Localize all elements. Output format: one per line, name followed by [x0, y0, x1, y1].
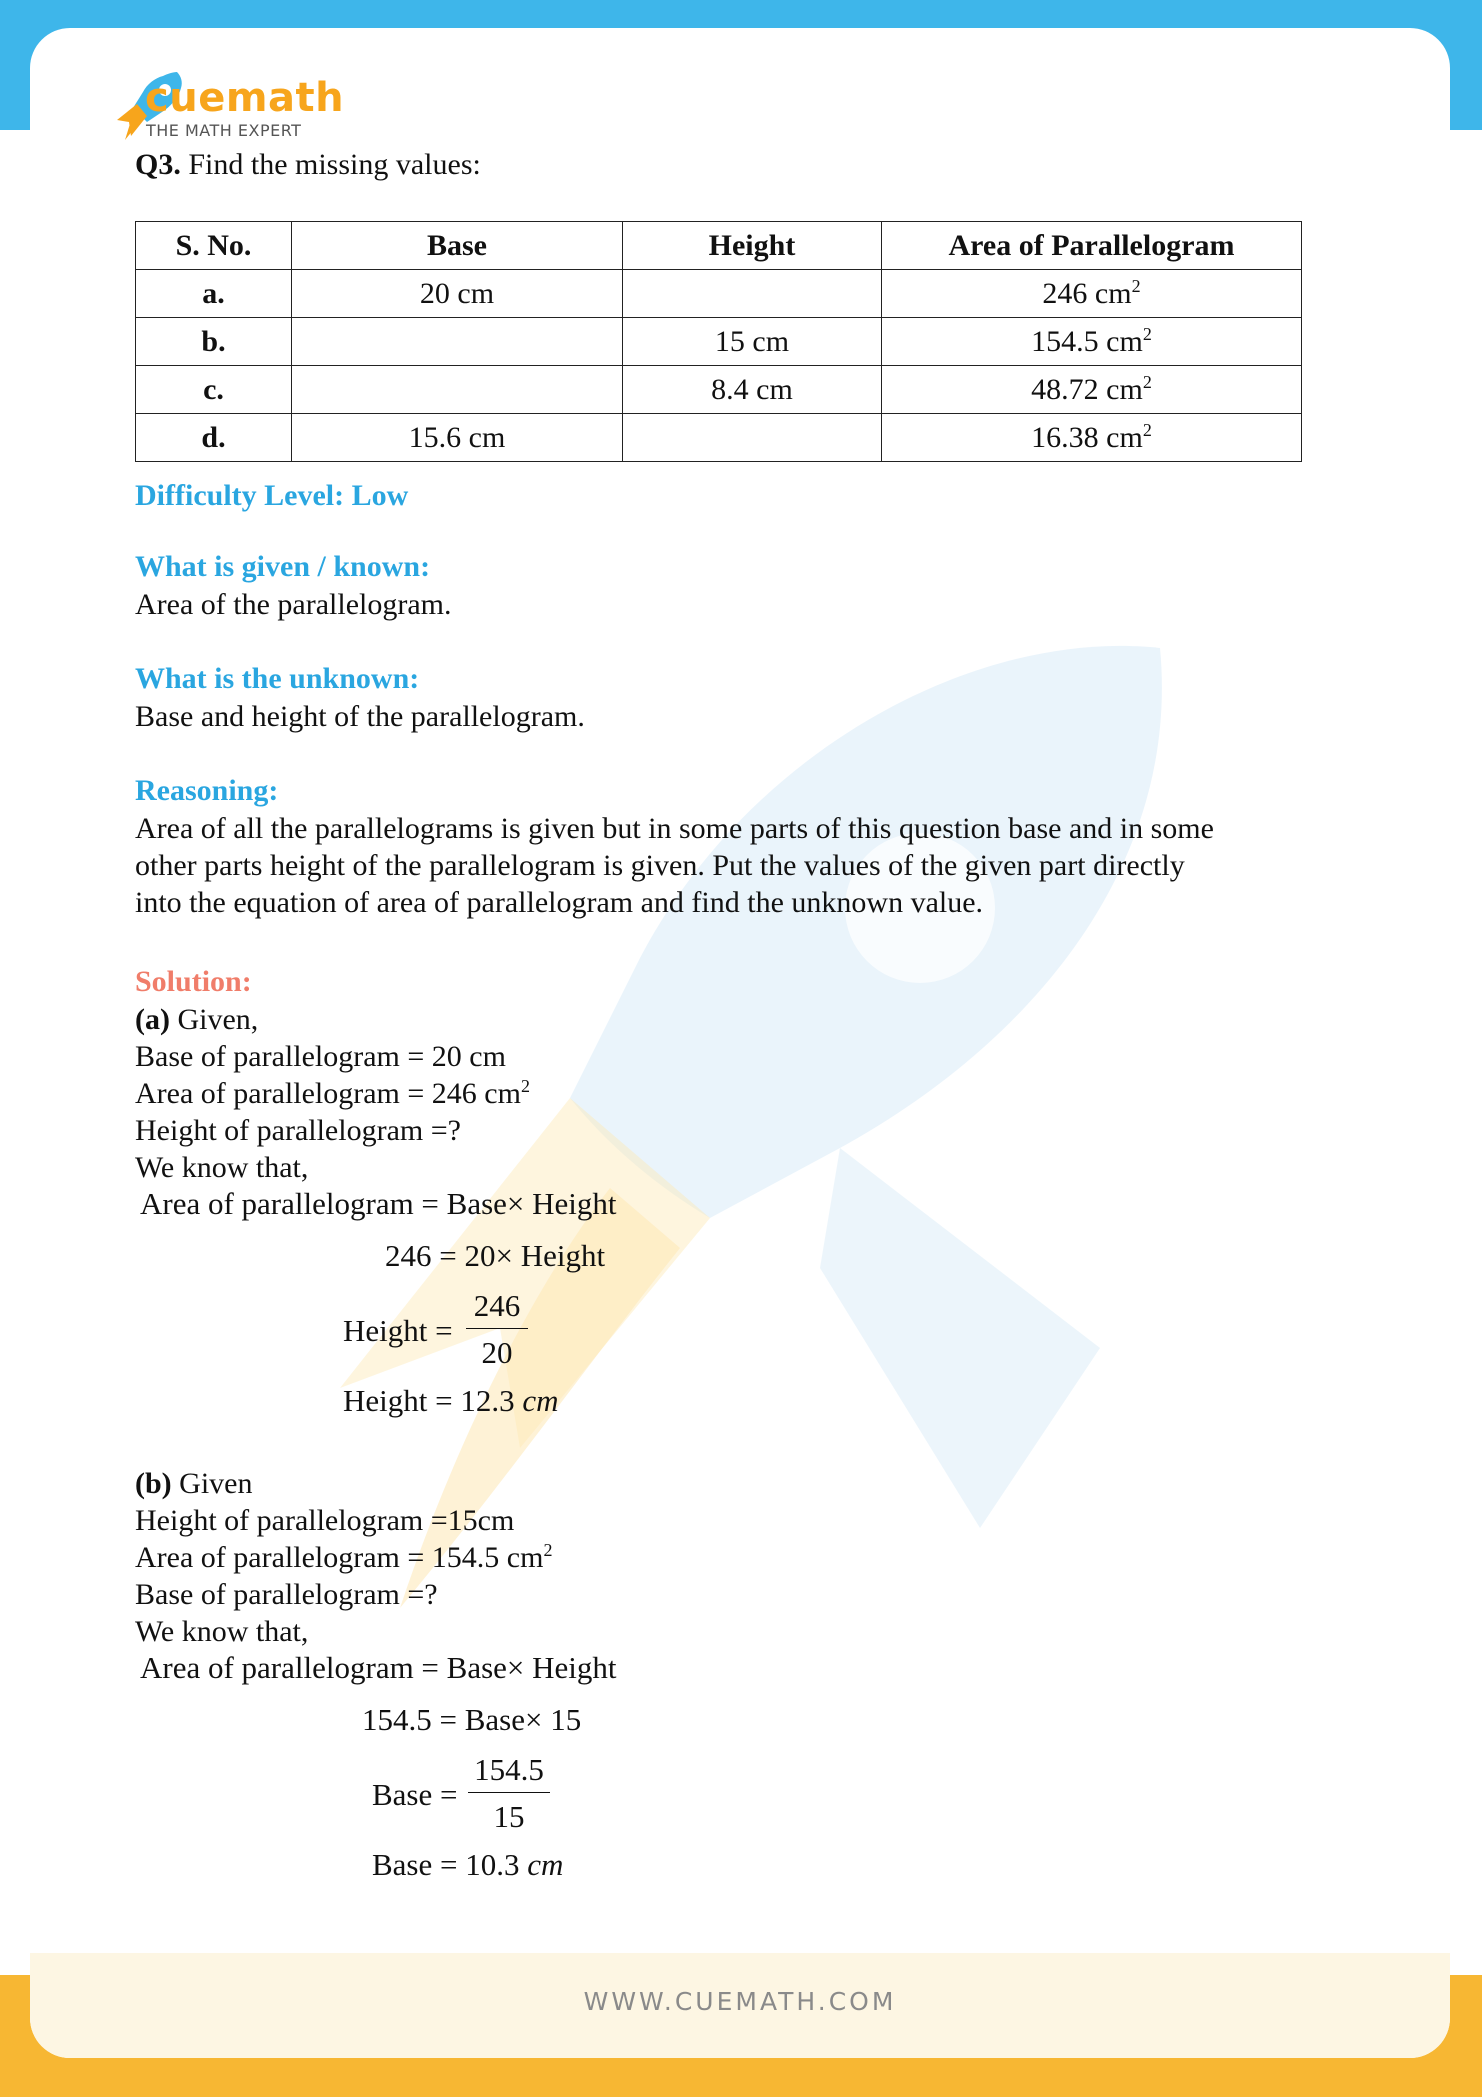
table-row	[136, 414, 1302, 462]
area-value: 154.5 cm	[1031, 324, 1143, 358]
header-height: Height	[623, 222, 882, 270]
table-row	[136, 366, 1302, 414]
part-a-line-2	[135, 1077, 530, 1111]
part-a-denominator: 20	[481, 1335, 513, 1370]
cell-height: 8.4 cm	[623, 366, 882, 414]
part-b-line-2	[135, 1541, 552, 1575]
area-value: 16.38 cm	[1031, 420, 1143, 454]
part-a-area-text: Area of parallelogram = 246 cm	[135, 1077, 521, 1110]
part-a-result	[343, 1383, 559, 1419]
cell-sno: a.	[136, 270, 292, 318]
area-exponent: 2	[1131, 275, 1141, 296]
table-row	[136, 318, 1302, 366]
cell-height	[623, 414, 882, 462]
area-exponent: 2	[1142, 371, 1152, 392]
part-a-given: Given,	[169, 1003, 259, 1036]
unknown-text: Base and height of the parallelogram.	[135, 700, 585, 733]
cell-area	[882, 318, 1302, 366]
part-b-area-exponent: 2	[543, 1540, 553, 1560]
cell-height	[623, 270, 882, 318]
cell-area	[882, 270, 1302, 318]
cell-sno: d.	[136, 414, 292, 462]
part-b-fraction	[468, 1752, 550, 1835]
part-a-line-4: We know that,	[135, 1151, 309, 1184]
area-value: 48.72 cm	[1031, 372, 1143, 406]
part-b-result-unit: cm	[527, 1847, 564, 1882]
area-exponent: 2	[1142, 419, 1152, 440]
unknown-heading: What is the unknown:	[135, 662, 420, 695]
cell-area	[882, 414, 1302, 462]
header-area: Area of Parallelogram	[882, 222, 1302, 270]
part-a-step-1: 246 = 20× Height	[385, 1238, 606, 1273]
cell-base: 15.6 cm	[292, 414, 623, 462]
cell-sno: c.	[136, 366, 292, 414]
question-line	[135, 148, 481, 182]
part-b-formula: Area of parallelogram = Base× Height	[140, 1650, 617, 1685]
cell-base	[292, 366, 623, 414]
brand-name[interactable]: cuemath	[145, 75, 345, 121]
header-base: Base	[292, 222, 623, 270]
reasoning-line-1: Area of all the parallelograms is given but in some parts of this question base and in some	[135, 812, 1214, 845]
reasoning-heading: Reasoning:	[135, 774, 279, 807]
footer-url[interactable]: WWW.CUEMATH.COM	[583, 1987, 897, 2016]
part-b-line-4: We know that,	[135, 1615, 309, 1648]
reasoning-line-3: into the equation of area of parallelogram and find the unknown value.	[135, 886, 984, 919]
cell-height: 15 cm	[623, 318, 882, 366]
part-a-intro	[135, 1003, 258, 1037]
cell-base: 20 cm	[292, 270, 623, 318]
given-text: Area of the parallelogram.	[135, 588, 452, 621]
area-value: 246 cm	[1042, 276, 1132, 310]
part-b-line-3: Base of parallelogram =?	[135, 1578, 438, 1611]
part-a-formula: Area of parallelogram = Base× Height	[140, 1186, 617, 1221]
part-a-line-3: Height of parallelogram =?	[135, 1114, 461, 1147]
table-row	[136, 270, 1302, 318]
part-a-result-value: Height = 12.3	[343, 1383, 523, 1418]
part-a-area-exponent: 2	[520, 1076, 530, 1096]
difficulty-level: Difficulty Level: Low	[135, 479, 409, 512]
part-a-line-1: Base of parallelogram = 20 cm	[135, 1040, 506, 1073]
table-header-row	[136, 222, 1302, 270]
part-a-step-2-lhs: Height =	[343, 1313, 453, 1348]
missing-values-table	[135, 221, 1302, 462]
part-a-numerator: 246	[466, 1288, 528, 1329]
part-b-numerator: 154.5	[468, 1752, 550, 1793]
question-text: Find the missing values:	[188, 148, 481, 181]
part-b-step-2-lhs: Base =	[372, 1777, 458, 1812]
cell-area	[882, 366, 1302, 414]
cell-sno: b.	[136, 318, 292, 366]
part-b-intro	[135, 1467, 253, 1501]
part-b-result-value: Base = 10.3	[372, 1847, 528, 1882]
cell-base	[292, 318, 623, 366]
part-b-step-1: 154.5 = Base× 15	[362, 1702, 582, 1737]
brand-tagline: THE MATH EXPERT	[146, 121, 302, 140]
given-heading: What is given / known:	[135, 550, 431, 583]
part-a-fraction	[466, 1288, 528, 1371]
part-b-denominator: 15	[493, 1799, 525, 1834]
header-sno: S. No.	[136, 222, 292, 270]
part-b-area-text: Area of parallelogram = 154.5 cm	[135, 1541, 544, 1574]
question-number: Q3.	[135, 148, 181, 181]
part-b-label: (b)	[135, 1467, 172, 1500]
area-exponent: 2	[1142, 323, 1152, 344]
part-b-given: Given	[171, 1467, 253, 1500]
part-b-line-1: Height of parallelogram =15cm	[135, 1504, 515, 1537]
part-a-label: (a)	[135, 1003, 170, 1036]
solution-heading: Solution:	[135, 965, 252, 998]
part-a-result-unit: cm	[522, 1383, 559, 1418]
reasoning-line-2: other parts height of the parallelogram is given. Put the values of the given part directly	[135, 849, 1185, 882]
part-b-result	[372, 1847, 563, 1883]
